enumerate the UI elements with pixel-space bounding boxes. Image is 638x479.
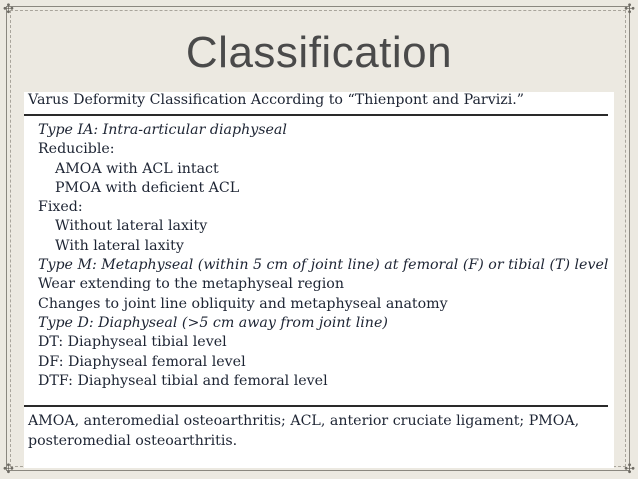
table-row: Type D: Diaphyseal (>5 cm away from joint line) — [38, 314, 388, 331]
corner-ornament-icon: ✣ — [624, 462, 635, 477]
table-row: Type M: Metaphyseal (within 5 cm of joint line) at femoral (F) or tibial (T) level — [38, 257, 609, 274]
table-row: DF: Diaphyseal femoral level — [38, 353, 246, 370]
table-row: With lateral laxity — [55, 237, 184, 254]
corner-ornament-icon: ✣ — [3, 462, 14, 477]
corner-ornament-icon: ✣ — [624, 2, 635, 17]
table-row: DTF: Diaphyseal tibial and femoral level — [38, 372, 328, 389]
table-bottom-rule — [24, 405, 608, 407]
table-row: AMOA with ACL intact — [55, 160, 219, 177]
table-rows — [38, 121, 608, 391]
table-row: Type IA: Intra-articular diaphyseal — [38, 122, 287, 138]
classification-table — [24, 92, 614, 468]
table-row: Wear extending to the metaphyseal region — [38, 276, 344, 293]
table-row: Without lateral laxity — [55, 218, 208, 235]
table-caption: Varus Deformity Classification According to “Thienpont and Parvizi.” — [28, 92, 525, 108]
table-row: Fixed: — [38, 199, 83, 216]
table-top-rule — [24, 114, 608, 116]
table-row: PMOA with deficient ACL — [55, 179, 240, 196]
table-row: Reducible: — [38, 141, 115, 158]
table-row: Changes to joint line obliquity and metaphyseal anatomy — [38, 295, 448, 312]
table-footnote: AMOA, anteromedial osteoarthritis; ACL, anterior cruciate ligament; PMOA, posteromedial osteoarthritis. — [28, 413, 580, 449]
corner-ornament-icon: ✣ — [3, 2, 14, 17]
slide-title: Classification — [185, 28, 453, 77]
table-row: DT: Diaphyseal tibial level — [38, 334, 227, 351]
